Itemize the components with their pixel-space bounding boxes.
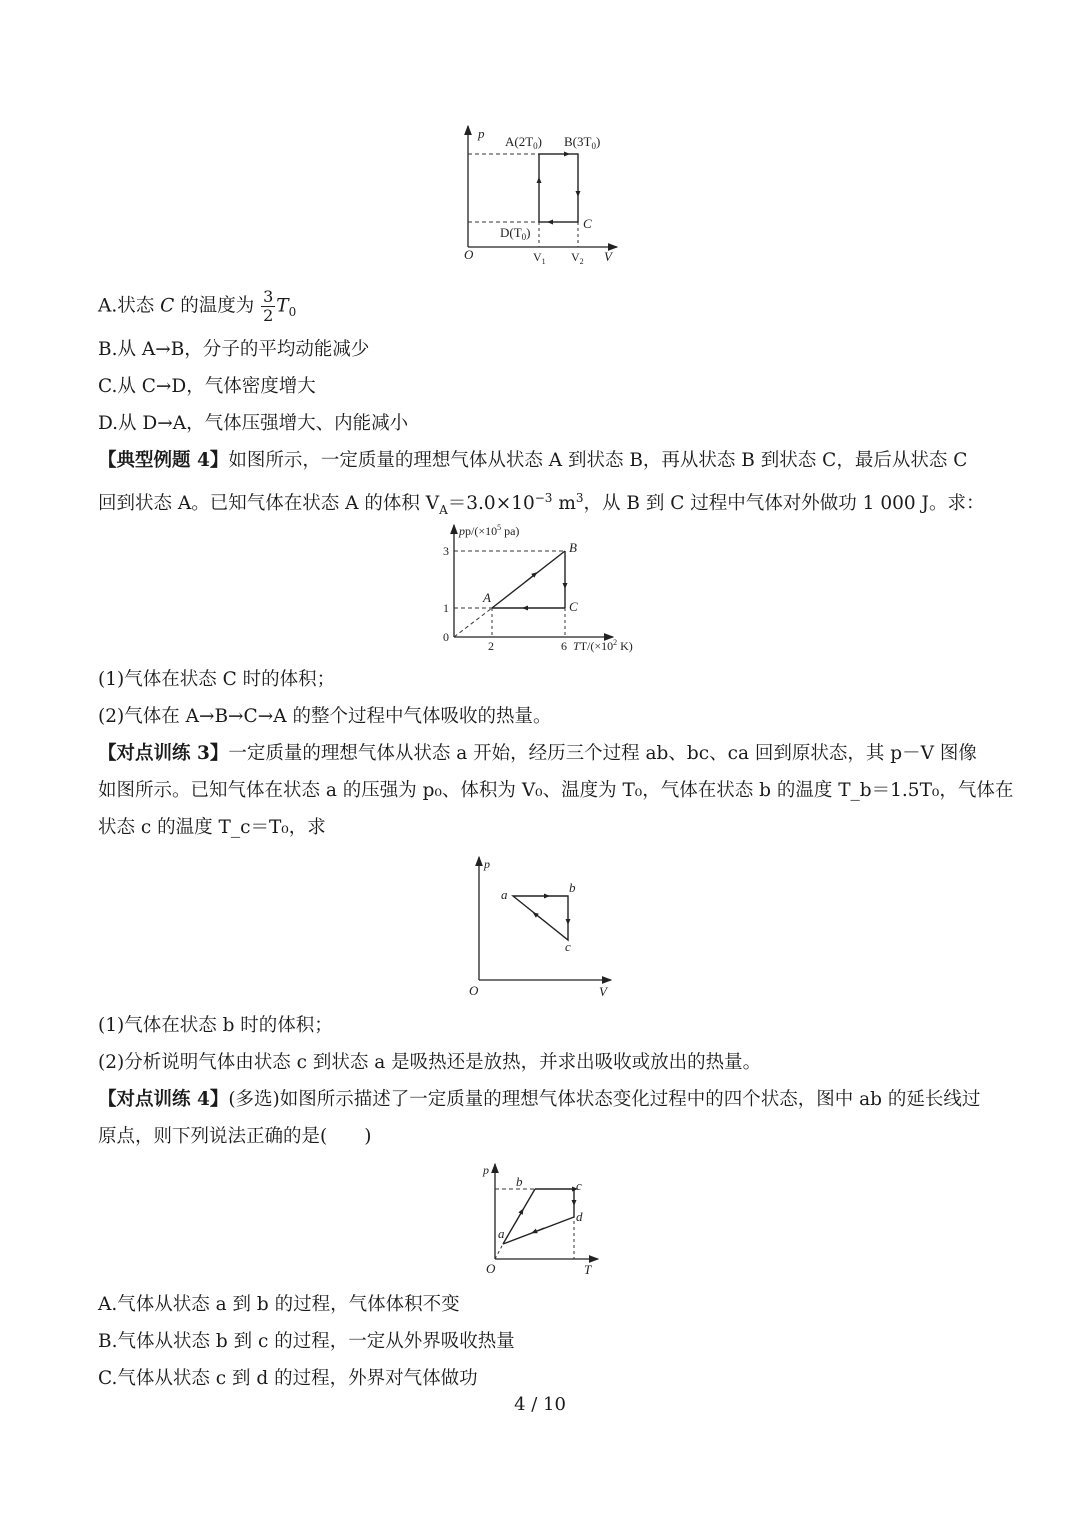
label-state-c: C (583, 216, 592, 231)
option-d: D.从 D→A，气体压强增大、内能减小 (98, 413, 409, 434)
tick-y0: 0 (443, 630, 449, 644)
label-c: c (565, 939, 571, 954)
tick-y1: 1 (443, 601, 449, 615)
label-origin: O (464, 247, 474, 262)
training4-option-a: A.气体从状态 a 到 b 的过程，气体体积不变 (98, 1294, 460, 1315)
training4-title: 【对点训练 4】 (98, 1089, 229, 1110)
label-v: V (604, 249, 612, 264)
example4-line1: 【典型例题 4】如图所示，一定质量的理想气体从状态 A 到状态 B，再从状态 B 到状态 C，最后从状态 C (98, 450, 968, 471)
label-a: a (498, 1226, 505, 1241)
label-p: p (478, 126, 485, 141)
y-axis-label: $pp/(\times 10^5$ pa) (459, 523, 520, 538)
label-b: b (516, 1174, 523, 1189)
training4-option-b: B.气体从状态 b 到 c 的过程，一定从外界吸收热量 (98, 1331, 515, 1352)
label-b: B (569, 540, 577, 555)
fraction: $\frac{3}{2}$ (263, 287, 274, 325)
training3-line3: 状态 c 的温度 T_c＝T₀，求 (98, 817, 326, 838)
training4-option-c: C.气体从状态 c 到 d 的过程，外界对气体做功 (98, 1368, 478, 1389)
label-t: T (584, 1262, 592, 1277)
label-c: C (569, 599, 578, 614)
x-axis-label: $TT/(\times 10^2$ K) (573, 638, 633, 653)
training3-title: 【对点训练 3】 (98, 743, 229, 764)
example4-q1: (1)气体在状态 C 时的体积； (98, 669, 336, 690)
training4-line2: 原点，则下列说法正确的是( ) (98, 1126, 372, 1147)
label-p: p (483, 1163, 489, 1177)
example4-q2: (2)气体在 A→B→C→A 的整个过程中气体吸收的热量。 (98, 706, 552, 727)
training4-line1: 【对点训练 4】(多选)如图所示描述了一定质量的理想气体状态变化过程中的四个状态，图中 ab 的延长线过 (98, 1089, 981, 1110)
option-c: C.从 C→D，气体密度增大 (98, 376, 316, 397)
label-state-d: $D(T_0)$ (500, 225, 531, 242)
figure-pv-rectangle (455, 122, 625, 267)
label-c: c (576, 1178, 582, 1193)
tick-x2: 2 (488, 639, 494, 653)
option-b: B.从 A→B，分子的平均动能减少 (98, 339, 370, 360)
label-origin: O (486, 1261, 496, 1276)
label-p: p (484, 857, 490, 871)
figure-pt-example4 (437, 520, 652, 660)
example4-line2: 回到状态 A。已知气体在状态 A 的体积 $V_A=3.0\times 10^{-3}$ $m^3$，从 B 到 C 过程中气体对外做功 1 000 J。求： (98, 491, 985, 517)
label-origin: O (469, 983, 479, 998)
label-state-a: $A(2T_0)$ (505, 134, 543, 151)
label-a: a (501, 887, 508, 902)
figure-pv-triangle (463, 852, 623, 1002)
label-v1: $V_1$ (533, 250, 546, 266)
training3-q2: (2)分析说明气体由状态 c 到状态 a 是吸热还是放热，并求出吸收或放出的热量。 (98, 1052, 762, 1073)
tick-y3: 3 (443, 544, 449, 558)
training3-line1: 【对点训练 3】一定质量的理想气体从状态 a 开始，经历三个过程 ab、bc、ca 回到原状态，其 p－V 图像 (98, 743, 977, 764)
label-state-b: $B(3T_0)$ (564, 134, 601, 151)
tick-x6: 6 (561, 639, 567, 653)
example4-title: 【典型例题 4】 (98, 450, 229, 471)
option-a: A.状态 C 的温度为 $\frac{3}{2}$ $T_0$ (98, 287, 297, 325)
figure-pt-abcd (480, 1160, 605, 1282)
label-a: A (483, 590, 491, 605)
label-d: d (576, 1209, 583, 1224)
process-rectangle (539, 154, 578, 222)
training3-q1: (1)气体在状态 b 时的体积； (98, 1015, 333, 1036)
label-v2: $V_2$ (571, 250, 584, 266)
label-v: V (599, 984, 607, 999)
label-b: b (569, 880, 576, 895)
training3-line2: 如图所示。已知气体在状态 a 的压强为 p₀、体积为 V₀、温度为 T₀，气体在状态 b 的温度 T_b＝1.5T₀，气体在 (98, 780, 1014, 801)
page-number: 4 / 10 (514, 1394, 566, 1415)
